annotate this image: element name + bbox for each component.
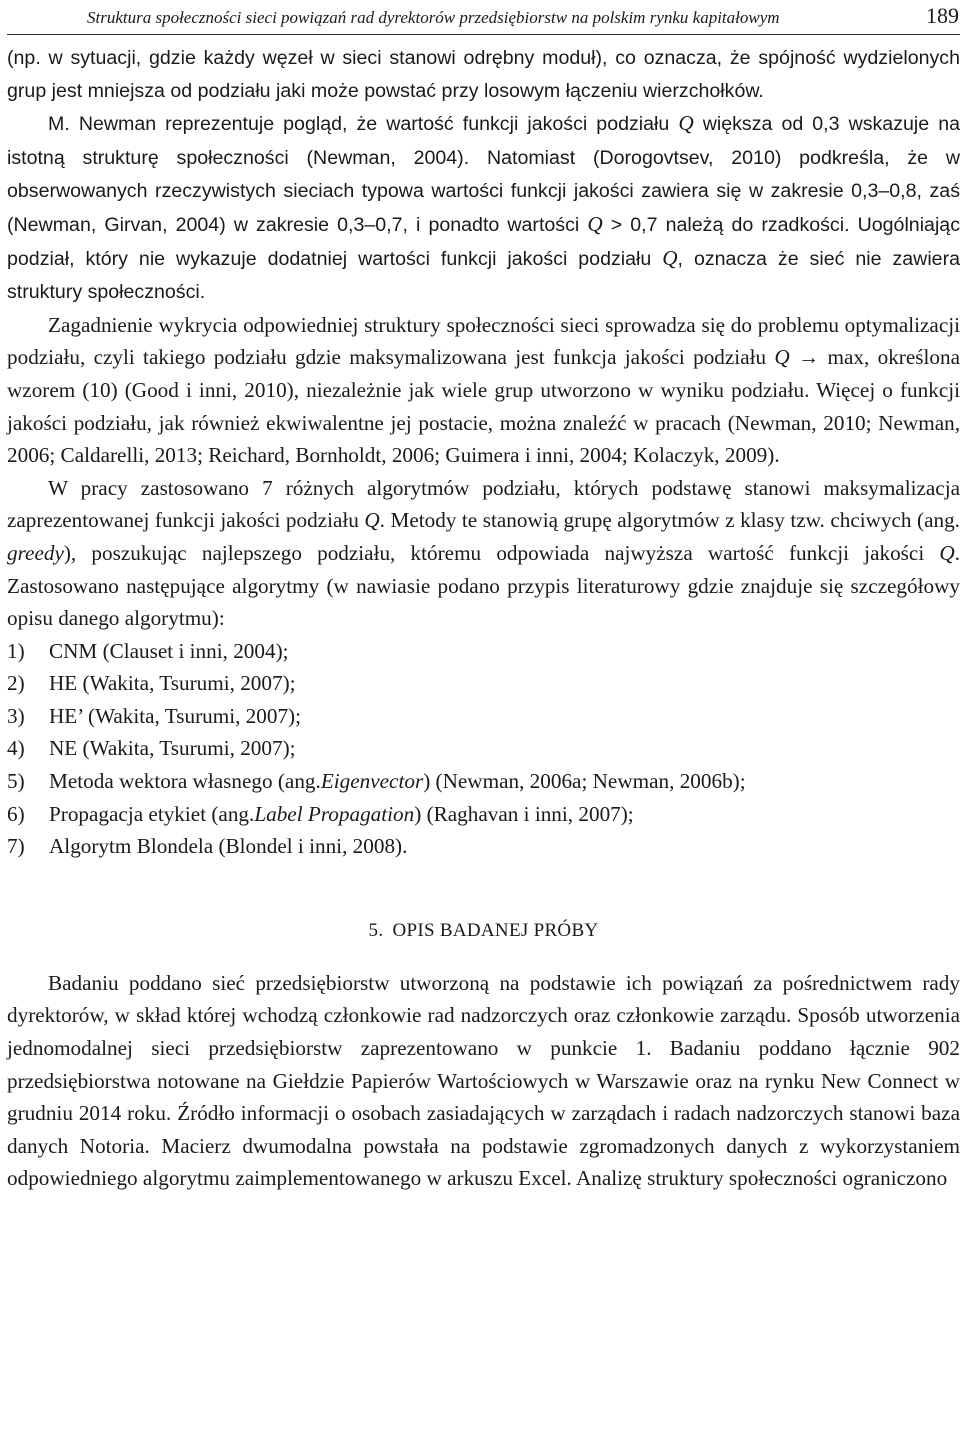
list-number: 1) [7,638,25,663]
term-greedy: greedy [7,540,64,565]
list-item [7,830,960,863]
list-text: CNM (Clauset i inni, 2004); [49,638,289,663]
section-title: OPIS BADANEJ PRÓBY [392,919,599,941]
symbol-q: Q [678,111,694,136]
paragraph-4-text-c: ), poszukując najlepszego podziału, któremu odpowiada najwyższa wartość funkcji jakości [63,540,940,565]
paragraph-4-text-b: . Metody te stanowią grupę algorytmów z klasy tzw. chciwych (ang. [379,508,960,533]
running-header-title: Struktura społeczności sieci powiązań rad dyrektorów przedsiębiorstw na polskim rynku kapitałowym [87,8,780,27]
list-item [7,732,960,765]
list-number: 6) [7,801,25,826]
list-text-italic: Label Propagation [254,801,415,826]
paragraph-3-text-a: Zagadnienie wykrycia odpowiedniej struktury społeczności sieci sprowadza się do problemu optymalizacji podziału, czyli takiego podziału gdzie maksymalizowana jest funkcja jakości podziału [7,312,960,370]
list-text: ) (Raghavan i inni, 2007); [414,801,634,826]
list-item [7,700,960,733]
section-number: 5. [368,919,384,941]
paragraph-3 [7,309,960,472]
paragraph-4-text-d: . Zastosowano następujące algorytmy (w nawiasie podano przypis literaturowy gdzie znajduje się szczegółowy opisu danego algorytmu): [7,540,960,631]
paragraph-3-text-b: → max, określona wzorem (10) (Good i inni, 2010), niezależnie jak wiele grup utworzono w wyniku podziału. Więcej o funkcji jakości podziału, jak również ekwiwalentne jej postacie, można znaleźć w pracach (Newman, 2010; Newman, 2006; Caldarelli, 2013; Reichard, Bornholdt, 2006; Guimera i inni, 2004; Kolaczyk, 2009). [7,345,960,468]
list-item [7,635,960,668]
list-text: HE (Wakita, Tsurumi, 2007); [49,671,296,696]
symbol-q: Q [587,211,603,236]
list-text: Metoda wektora własnego (ang. [49,769,321,794]
list-text-italic: Eigenvector [320,769,424,794]
paragraph-2-text-b: większa od 0,3 wskazuje na istotną strukturę społeczności (Newman, 2004). [7,113,960,169]
paragraph-2-text-c: Natomiast (Dorogovtsev, 2010) podkreśla, że w obserwowanych rzeczywistych sieciach typowa wartości funkcji jakości zawiera się w zakresie 0,3–0,8, zaś (Newman, Girvan, 2004) w zakresie 0,3–0,7, i ponadto wartości [7,146,960,236]
paragraph-2 [7,107,960,309]
list-text: NE (Wakita, Tsurumi, 2007); [49,736,296,761]
paragraph-4-text-a: W pracy zastosowano 7 różnych algorytmów podziału, których podstawę stanowi maksymalizacja zaprezentowanej funkcji jakości podziału [7,475,960,533]
paragraph-2-text-a: M. Newman reprezentuje pogląd, że wartość funkcji jakości podziału [48,113,679,136]
list-item [7,765,960,798]
symbol-q: Q [662,245,678,270]
list-item [7,798,960,831]
algorithm-list [7,635,960,863]
header-rule [7,34,960,35]
page-number: 189 [926,3,959,28]
list-item [7,667,960,700]
list-text: Propagacja etykiet (ang. [49,801,255,826]
paragraph-4 [7,472,960,635]
symbol-q: Q [364,508,380,533]
paragraph-2-text-d: > 0,7 należą do rzadkości. Uogólniając podział, który nie wykazuje dodatniej wartości funkcji jakości podziału [7,213,960,270]
symbol-q: Q [774,345,790,370]
list-text: Algorytm Blondela (Blondel i inni, 2008). [49,834,408,859]
list-number: 4) [7,736,25,761]
list-number: 3) [7,703,25,728]
body-text [7,42,960,1195]
symbol-q: Q [939,540,955,565]
paragraph-1: (np. w sytuacji, gdzie każdy węzeł w sieci stanowi odrębny moduł), co oznacza, że spójność wydzielonych grup jest mniejsza od podziału jaki może powstać przy losowym łączeniu wierzchołków. [7,47,960,102]
paragraph-2-text-e: , oznacza że sieć nie zawiera struktury społeczności. [7,247,960,304]
section-heading [7,917,960,945]
running-header [87,3,960,30]
list-text: ) (Newman, 2006a; Newman, 2006b); [423,769,746,794]
list-number: 2) [7,671,25,696]
section-paragraph: Badaniu poddano sieć przedsiębiorstw utworzoną na podstawie ich powiązań za pośrednictwem rady dyrektorów, w skład której wchodzą członkowie rad nadzorczych oraz członkowie zarządu. Sposób utworzenia jednomodalnej sieci przedsiębiorstw zaprezentowano w punkcie 1. Badaniu poddano łącznie 902 przedsiębiorstwa notowane na Giełdzie Papierów Wartościowych w Warszawie oraz na rynku New Connect w grudniu 2014 roku. Źródło informacji o osobach zasiadających w zarządach i radach nadzorczych stanowi baza danych Notoria. Macierz dwumodalna powstała na podstawie zgromadzonych danych z wykorzystaniem odpowiedniego algorytmu zaimplementowanego w arkuszu Excel. Analizę struktury społeczności ograniczono [7,970,960,1191]
list-text: HE’ (Wakita, Tsurumi, 2007); [49,703,301,728]
list-number: 5) [7,769,25,794]
list-number: 7) [7,834,25,859]
